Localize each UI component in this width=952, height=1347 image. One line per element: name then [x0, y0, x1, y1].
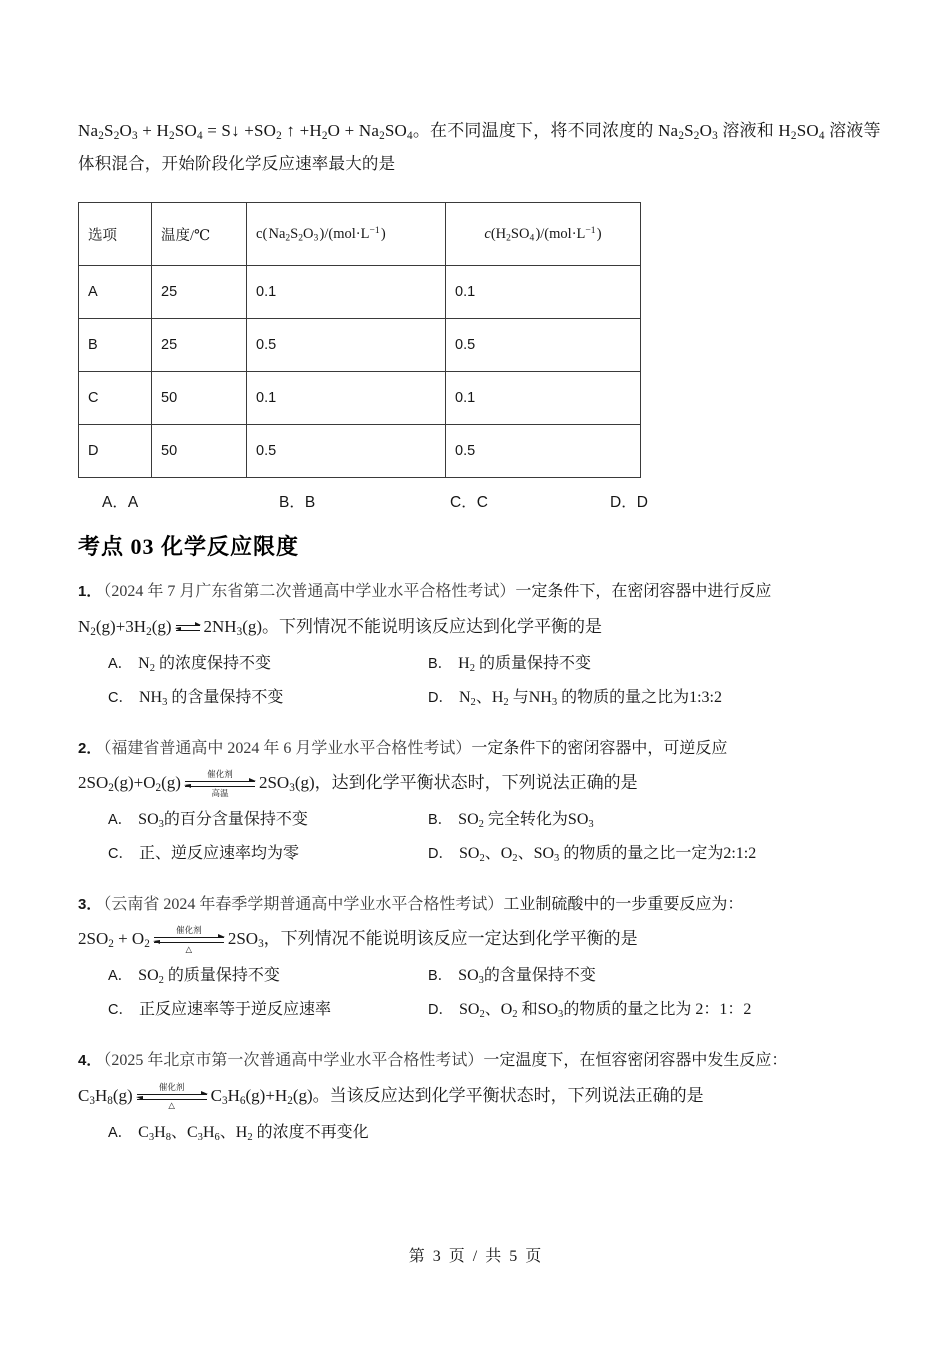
- page-footer: 第 3 页 / 共 5 页: [408, 1248, 544, 1265]
- option-b[interactable]: B． $H_2$ 的质量保持不变: [428, 654, 592, 674]
- question-1: [78, 577, 878, 717]
- question-2-after-equation: ，达到化学平衡状态时，下列说法正确的是: [314, 772, 638, 792]
- cell-c1: 0.1: [247, 266, 446, 319]
- arrow-label-above: 催化剂: [176, 925, 202, 936]
- question-4-options: [108, 1119, 878, 1153]
- reaction-equation: $Na_2S_2O_3 + H_2SO_4$ = S↓ $+SO_2$ ↑ $+H_2O + Na_2SO_4$: [78, 121, 413, 143]
- cell-c1: 0.5: [247, 319, 446, 372]
- top-question-choices: [102, 490, 878, 516]
- formula-na2s2o3: $Na_2S_2O_3$: [658, 121, 718, 143]
- table-row: [79, 372, 641, 425]
- equation-right: $2NH_3(g)$: [203, 616, 263, 638]
- equilibrium-arrow-icon: [175, 621, 201, 635]
- option-a[interactable]: A． $SO_3$的百分含量保持不变: [108, 810, 308, 830]
- option-c[interactable]: C． 正反应速率等于逆反应速率: [108, 1001, 331, 1019]
- equation-right: $2SO_3$: [227, 929, 264, 951]
- header-temperature: 温度/℃: [152, 203, 247, 266]
- option-c[interactable]: C． $NH_3$ 的含量保持不变: [108, 688, 284, 708]
- header-option: 选项: [79, 203, 152, 266]
- equation-right: $C_3H_6(g)+H_2(g)$: [210, 1085, 313, 1107]
- table-header-row: [79, 203, 641, 266]
- table-row: [79, 425, 641, 478]
- choice-a[interactable]: A．A: [102, 494, 139, 512]
- choice-b[interactable]: B．B: [279, 494, 316, 512]
- question-3: [78, 890, 878, 1030]
- equation-left: $C_3H_8(g)$: [78, 1085, 133, 1107]
- section-heading-title: 化学反应限度: [161, 534, 300, 560]
- option-d[interactable]: D． $SO_2$、$O_2$、$SO_3$ 的物质的量之比一定为2:1:2: [428, 844, 757, 864]
- equation-left: $2SO_2 + O_2$: [78, 929, 150, 951]
- table-row: [79, 266, 641, 319]
- option-row: [108, 996, 878, 1030]
- arrow-label-below: △: [185, 943, 193, 954]
- formula-h2so4: $H_2SO_4$: [778, 121, 825, 143]
- table-row: [79, 319, 641, 372]
- question-2-options: [108, 806, 878, 874]
- section-heading-number: 03: [130, 534, 155, 560]
- catalyst-arrow-icon: [135, 1082, 209, 1112]
- question-2-source: （福建省普通高中 2024 年 6 月学业水平合格性考试）: [103, 739, 472, 757]
- question-4-number: 4．: [78, 1052, 102, 1070]
- question-1-number: 1．: [78, 583, 102, 601]
- cell-temp: 25: [152, 266, 247, 319]
- catalyst-arrow-icon: [152, 925, 226, 955]
- question-3-equation: [78, 922, 878, 956]
- top-question-line1: [78, 114, 881, 148]
- header-c-na2s2o3: c( $Na_2S_2O_3$ )$/(mol\cdot L^{-1}$ ): [247, 203, 446, 266]
- cell-c2: 0.1: [446, 372, 641, 425]
- cell-option: A: [79, 266, 152, 319]
- question-3-number: 3．: [78, 895, 102, 913]
- question-4-text: 一定温度下，在恒容密闭容器中发生反应：: [483, 1052, 788, 1070]
- question-3-options: [108, 962, 878, 1030]
- top-question-text3: 溶液等: [824, 121, 881, 140]
- cell-temp: 25: [152, 319, 247, 372]
- question-2-number: 2．: [78, 739, 102, 757]
- option-row: [108, 806, 878, 840]
- option-a[interactable]: A． $N_2$ 的浓度保持不变: [108, 654, 272, 674]
- top-question-text1: 。在不同温度下，将不同浓度的: [412, 121, 659, 140]
- choice-c[interactable]: C．C: [450, 494, 488, 512]
- cell-c1: 0.5: [247, 425, 446, 478]
- question-2-equation: [78, 766, 878, 800]
- arrow-label-above: 催化剂: [207, 769, 233, 780]
- top-question-line2: 体积混合，开始阶段化学反应速率最大的是: [78, 154, 396, 173]
- cell-option: B: [79, 319, 152, 372]
- question-3-stem: [78, 890, 878, 920]
- cell-c2: 0.5: [446, 319, 641, 372]
- cell-c2: 0.1: [446, 266, 641, 319]
- equation-right: $2SO_3(g)$: [258, 772, 315, 795]
- section-heading-prefix: 考点: [78, 534, 125, 560]
- option-a[interactable]: A． $SO_2$ 的质量保持不变: [108, 967, 280, 987]
- top-question-block: [78, 114, 881, 516]
- question-3-text: 工业制硫酸中的一步重要反应为：: [503, 895, 744, 913]
- option-a[interactable]: A． $C_3H_8$、$C_3H_6$、$H_2$ 的浓度不再变化: [108, 1123, 369, 1143]
- arrow-label-below: △: [168, 1100, 175, 1111]
- question-1-after-equation: 。下列情况不能说明该反应达到化学平衡的是: [262, 616, 603, 636]
- question-1-text: 一定条件下，在密闭容器中进行反应: [515, 583, 772, 601]
- header-c-h2so4: $c(H_2SO_4$ )$/(mol\cdot L^{-1}$ ): [446, 203, 641, 266]
- question-1-stem: [78, 577, 878, 607]
- concentration-table: [78, 202, 641, 478]
- cell-temp: 50: [152, 372, 247, 425]
- question-4-stem: [78, 1046, 878, 1076]
- question-4-equation: [78, 1079, 878, 1113]
- question-1-equation: [78, 610, 878, 644]
- catalyst-arrow-icon: [183, 769, 257, 799]
- cell-c2: 0.5: [446, 425, 641, 478]
- option-row: [108, 1119, 878, 1153]
- option-c[interactable]: C． 正、逆反应速率均为零: [108, 844, 299, 862]
- option-d[interactable]: D． $N_2$、$H_2$ 与$NH_3$ 的物质的量之比为1:3:2: [428, 688, 722, 708]
- question-4-source: （2025 年北京市第一次普通高中学业水平合格性考试）: [103, 1052, 484, 1070]
- question-2-text: 一定条件下的密闭容器中，可逆反应: [471, 739, 728, 757]
- cell-option: D: [79, 425, 152, 478]
- equation-left: $N_2(g)+3H_2(g)$: [78, 616, 172, 638]
- question-1-source: （2024 年 7 月广东省第二次普通高中学业水平合格性考试）: [103, 583, 516, 601]
- question-1-options: [108, 650, 878, 718]
- question-3-source: （云南省 2024 年春季学期普通高中学业水平合格性考试）: [103, 895, 504, 913]
- question-3-after-equation: ，下列情况不能说明该反应一定达到化学平衡的是: [263, 929, 638, 949]
- cell-c1: 0.1: [247, 372, 446, 425]
- option-b[interactable]: B． $SO_2$ 完全转化为$SO_3$: [428, 810, 594, 830]
- question-2-stem: [78, 734, 878, 764]
- top-question-text2: 溶液和: [717, 121, 779, 140]
- option-row: [108, 684, 878, 718]
- page-content: [78, 112, 881, 1153]
- cell-temp: 50: [152, 425, 247, 478]
- option-row: [108, 962, 878, 996]
- section-heading: [78, 530, 878, 561]
- question-4-after-equation: 。当该反应达到化学平衡状态时，下列说法正确的是: [312, 1085, 704, 1105]
- option-row: [108, 650, 878, 684]
- option-b[interactable]: B． $SO_3$的含量保持不变: [428, 967, 596, 987]
- cell-option: C: [79, 372, 152, 425]
- question-4: [78, 1046, 878, 1152]
- arrow-label-below: 高温: [211, 787, 229, 798]
- equation-left: $2SO_2(g)+O_2(g)$: [78, 772, 181, 795]
- option-d[interactable]: D． $SO_2$、$O_2$ 和$SO_3$的物质的量之比为 2：1：2: [428, 1001, 752, 1021]
- arrow-label-above: 催化剂: [158, 1081, 185, 1092]
- choice-d[interactable]: D．D: [610, 494, 648, 512]
- question-2: [78, 734, 878, 874]
- option-row: [108, 840, 878, 874]
